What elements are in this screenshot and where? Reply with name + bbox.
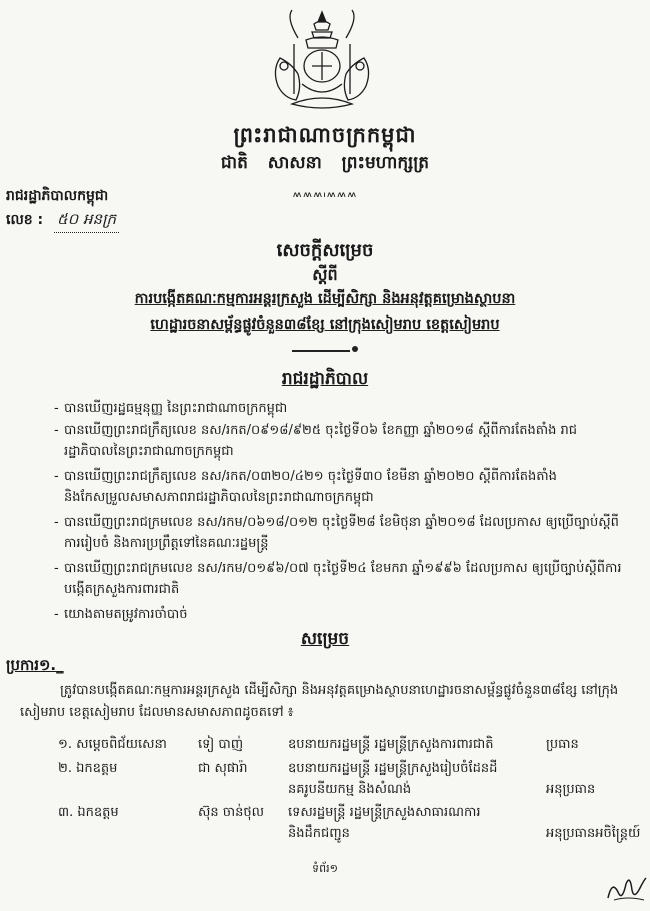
member-role: អនុប្រធានអចិន្ត្រៃយ៍: [546, 826, 641, 841]
visa-text: បានឃើញព្រះរាជក្រឹត្យលេខ នស/រកត/០៣២០/៤២១ ចុះថ្ងៃទី៣០ ខែមីនា ឆ្នាំ២០២០ ស្តីពីការតែងតាំង និងកែសម្រួលសមាសភាពរាជរដ្ឋាភិបាលនៃព្រះរាជាណាចក្រកម្ពុជា: [64, 469, 557, 505]
government-heading: រាជរដ្ឋាភិបាល: [281, 369, 369, 389]
national-motto: ជាតិ សាសនា ព្រះមហាក្សត្រ: [220, 153, 430, 173]
document-number: [6, 210, 119, 233]
visa-text: បានឃើញព្រះរាជក្រមលេខ នស/រកម/០៦១៨/០១២ ចុះថ្ងៃទី២៨ ខែមិថុនា ឆ្នាំ២០១៨ ដែលប្រកាស ឲ្យប្រើច្បាប់ស្តីពីការរៀបចំ និងការប្រព្រឹត្តទៅនៃគណៈរដ្ឋមន្ត្រី: [64, 515, 619, 551]
visa-item: - យោងតាមតម្រូវការចាំបាច់: [54, 607, 188, 622]
motto-ornament: ៳៳៳៲៳៳៳: [292, 186, 358, 201]
issuing-government: រាជរដ្ឋាភិបាលកម្ពុជា: [6, 188, 109, 204]
visa-text: យោងតាមតម្រូវការចាំបាច់: [64, 607, 188, 622]
decision-subject-line-2: ហេដ្ឋារចនាសម្ព័ន្ធផ្លូវចំនួន៣៨ខ្សែ នៅក្រុងសៀមរាប ខេត្តសៀមរាប: [150, 317, 500, 333]
kingdom-title: ព្រះរាជាណាចក្រកម្ពុជា: [233, 123, 417, 147]
separator-dash: [292, 350, 350, 352]
decision-about: ស្តីពី: [312, 265, 338, 284]
member-name: ជា សុផារ៉ា: [198, 761, 248, 776]
member-role: ប្រធាន: [546, 737, 579, 752]
visa-text: បានឃើញព្រះរាជក្រមលេខ នស/រកម/០១៩៦/០៧ ចុះថ្ងៃទី២៤ ខែមករា ឆ្នាំ១៩៩៦ ដែលប្រកាស ឲ្យប្រើច្បាប់ស្តីពីការបង្កើតក្រសួងការពារជាតិ: [64, 561, 622, 597]
article-1-text: ត្រូវបានបង្កើតគណៈកម្មការអន្តរក្រសួង ដើម្បីសិក្សា និងអនុវត្តគម្រោងស្ថាបនាហេដ្ឋារចនាសម្ព័ន្ធផ្លូវចំនួន៣៨ខ្សែ នៅក្រុងសៀមរាប ខេត្តសៀមរាប ដែលមានសមាសភាពដូចតទៅ ៖: [20, 683, 619, 720]
visa-text: បានឃើញរដ្ឋធម្មនុញ្ញ នៃព្រះរាជាណាចក្រកម្ពុជា: [64, 401, 288, 416]
member-position: ទេសរដ្ឋមន្ត្រី រដ្ឋមន្ត្រីក្រសួងសាធារណការ: [288, 805, 481, 820]
signature-icon: [604, 870, 648, 906]
royal-arms-emblem-icon: [262, 8, 382, 114]
visa-text: បានឃើញព្រះរាជក្រឹត្យលេខ នស/រកត/០៩១៨/៩២៥ ចុះថ្ងៃទី០៦ ខែកញ្ញា ឆ្នាំ២០១៨ ស្តីពីការតែងតាំង រាជរដ្ឋាភិបាលនៃព្រះរាជាណាចក្រកម្ពុជា: [64, 423, 577, 459]
member-position: ឧបនាយករដ្ឋមន្ត្រី រដ្ឋមន្ត្រីក្រសួងរៀបចំដែនដី: [288, 761, 498, 776]
article-1-label: ប្រការ១._: [6, 656, 64, 674]
member-number: ៣. ឯកឧត្តម: [58, 805, 119, 820]
member-role: អនុប្រធាន: [546, 782, 596, 797]
visa-item: - បានឃើញព្រះរាជក្រមលេខ នស/រកម/០៦១៨/០១២ ចុះថ្ងៃទី២៨ ខែមិថុនា ឆ្នាំ២០១៨ ដែលប្រកាស ឲ្យប្រើច្បាប់ស្តីពីការរៀបចំ និងការប្រព្រឹត្តទៅនៃគណៈរដ្ឋមន្ត្រី: [54, 515, 619, 551]
page-number: ទំព័រ១: [312, 862, 338, 875]
visa-item: - បានឃើញរដ្ឋធម្មនុញ្ញ នៃព្រះរាជាណាចក្រកម្ពុជា: [54, 401, 288, 416]
decision-title: សេចក្តីសម្រេច: [276, 240, 374, 261]
member-position-continued: នគរូបនីយកម្ម និងសំណង់: [288, 782, 412, 797]
decision-subject-line-1: ការបង្កើតគណៈកម្មការអន្តរក្រសួង ដើម្បីសិក្សា និងអនុវត្តគម្រោងស្ថាបនា: [134, 291, 516, 307]
member-number: ១. សម្តេចពិជ័យសេនា: [58, 737, 167, 752]
visa-item: - បានឃើញព្រះរាជក្រឹត្យលេខ នស/រកត/០៣២០/៤២១ ចុះថ្ងៃទី៣០ ខែមីនា ឆ្នាំ២០២០ ស្តីពីការតែងតាំង និងកែសម្រួលសមាសភាពរាជរដ្ឋាភិបាលនៃព្រះរាជាណាចក្រកម្ពុជា: [54, 469, 557, 505]
member-name: ស៊ុន ចាន់ថុល: [198, 805, 265, 820]
decide-heading: សម្រេច: [300, 629, 350, 649]
visa-item: - បានឃើញព្រះរាជក្រមលេខ នស/រកម/០១៩៦/០៧ ចុះថ្ងៃទី២៤ ខែមករា ឆ្នាំ១៩៩៦ ដែលប្រកាស ឲ្យប្រើច្បាប់ស្តីពីការបង្កើតក្រសួងការពារជាតិ: [54, 561, 622, 597]
member-position-continued: និងដឹកជញ្ជូន: [288, 826, 350, 841]
member-number: ២. ឯកឧត្តម: [58, 761, 118, 776]
visa-item: - បានឃើញព្រះរាជក្រឹត្យលេខ នស/រកត/០៩១៨/៩២៥ ចុះថ្ងៃទី០៦ ខែកញ្ញា ឆ្នាំ២០១៨ ស្តីពីការតែងតាំង រាជរដ្ឋាភិបាលនៃព្រះរាជាណាចក្រកម្ពុជា: [54, 423, 577, 459]
number-label: លេខ :: [6, 212, 44, 228]
separator-dot: [352, 346, 358, 352]
member-name: ទៀ បាញ់: [198, 737, 244, 752]
number-value: ៥០ អនក្រ: [54, 210, 119, 233]
member-position: ឧបនាយករដ្ឋមន្ត្រី រដ្ឋមន្ត្រីក្រសួងការពារជាតិ: [288, 737, 494, 752]
